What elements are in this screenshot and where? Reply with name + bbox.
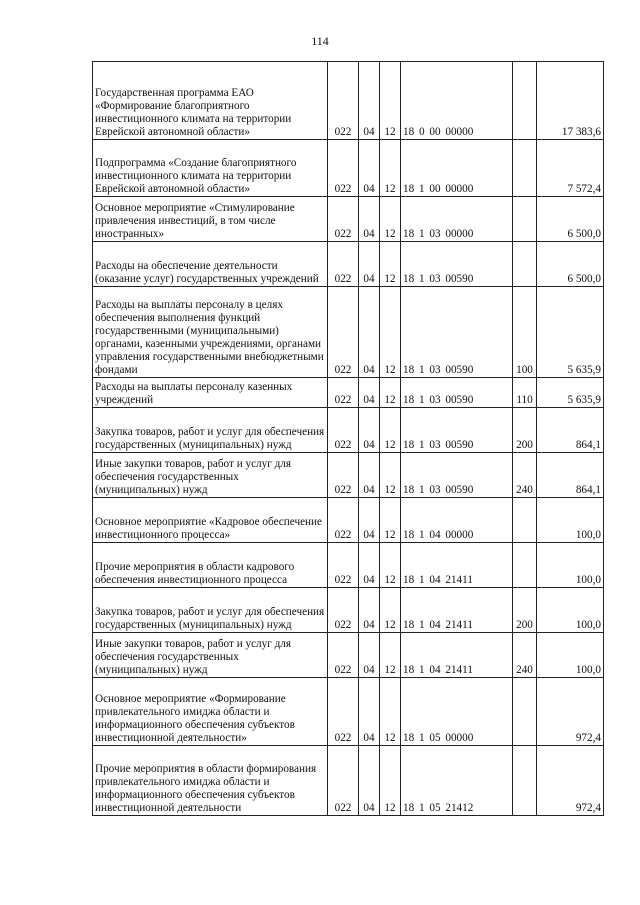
code-pr: 12 bbox=[380, 453, 401, 498]
amount: 100,0 bbox=[537, 633, 604, 678]
code-gr: 022 bbox=[328, 378, 359, 408]
code-vr bbox=[513, 197, 537, 242]
amount: 100,0 bbox=[537, 498, 604, 543]
code-vr: 200 bbox=[513, 408, 537, 453]
code-pr: 12 bbox=[380, 242, 401, 287]
row-name: Закупка товаров, работ и услуг для обеспечения государственных (муниципальных) нужд bbox=[93, 588, 328, 633]
amount: 6 500,0 bbox=[537, 197, 604, 242]
code-gr: 022 bbox=[328, 140, 359, 197]
amount: 972,4 bbox=[537, 678, 604, 746]
code-pr: 12 bbox=[380, 678, 401, 746]
code-gr: 022 bbox=[328, 588, 359, 633]
code-rz: 04 bbox=[359, 453, 380, 498]
row-name: Иные закупки товаров, работ и услуг для обеспечения государственных (муниципальных) нужд bbox=[93, 453, 328, 498]
table-row bbox=[93, 678, 604, 746]
code-vr bbox=[513, 242, 537, 287]
code-rz: 04 bbox=[359, 633, 380, 678]
code-rz: 04 bbox=[359, 678, 380, 746]
code-cs: 18 1 04 21411 bbox=[401, 543, 513, 588]
code-cs: 18 1 03 00000 bbox=[401, 197, 513, 242]
code-rz: 04 bbox=[359, 498, 380, 543]
code-vr: 240 bbox=[513, 633, 537, 678]
code-pr: 12 bbox=[380, 543, 401, 588]
code-pr: 12 bbox=[380, 746, 401, 816]
table-row bbox=[93, 197, 604, 242]
row-name: Основное мероприятие «Формирование привлекательного имиджа области и информационного обеспечения субъектов инвестиционной деятельности» bbox=[93, 678, 328, 746]
code-vr: 200 bbox=[513, 588, 537, 633]
code-pr: 12 bbox=[380, 287, 401, 378]
code-vr: 240 bbox=[513, 453, 537, 498]
amount: 100,0 bbox=[537, 588, 604, 633]
row-name: Прочие мероприятия в области кадрового обеспечения инвестиционного процесса bbox=[93, 543, 328, 588]
code-gr: 022 bbox=[328, 453, 359, 498]
code-cs: 18 1 03 00590 bbox=[401, 242, 513, 287]
amount: 5 635,9 bbox=[537, 378, 604, 408]
code-rz: 04 bbox=[359, 746, 380, 816]
code-rz: 04 bbox=[359, 197, 380, 242]
code-gr: 022 bbox=[328, 678, 359, 746]
table-row bbox=[93, 746, 604, 816]
code-gr: 022 bbox=[328, 633, 359, 678]
amount: 100,0 bbox=[537, 543, 604, 588]
amount: 5 635,9 bbox=[537, 287, 604, 378]
code-vr bbox=[513, 543, 537, 588]
table-row bbox=[93, 378, 604, 408]
amount: 864,1 bbox=[537, 408, 604, 453]
table-row bbox=[93, 633, 604, 678]
code-rz: 04 bbox=[359, 588, 380, 633]
code-pr: 12 bbox=[380, 62, 401, 140]
row-name: Основное мероприятие «Стимулирование привлечения инвестиций, в том числе иностранных» bbox=[93, 197, 328, 242]
code-cs: 18 1 04 21411 bbox=[401, 588, 513, 633]
code-cs: 18 1 04 00000 bbox=[401, 498, 513, 543]
code-pr: 12 bbox=[380, 498, 401, 543]
table-row bbox=[93, 140, 604, 197]
code-pr: 12 bbox=[380, 633, 401, 678]
amount: 6 500,0 bbox=[537, 242, 604, 287]
row-name: Основное мероприятие «Кадровое обеспечение инвестиционного процесса» bbox=[93, 498, 328, 543]
amount: 17 383,6 bbox=[537, 62, 604, 140]
code-pr: 12 bbox=[380, 588, 401, 633]
row-name: Расходы на выплаты персоналу казенных учреждений bbox=[93, 378, 328, 408]
code-pr: 12 bbox=[380, 197, 401, 242]
code-vr bbox=[513, 678, 537, 746]
table-row bbox=[93, 408, 604, 453]
code-gr: 022 bbox=[328, 408, 359, 453]
code-vr: 100 bbox=[513, 287, 537, 378]
code-cs: 18 1 04 21411 bbox=[401, 633, 513, 678]
code-cs: 18 1 03 00590 bbox=[401, 453, 513, 498]
amount: 7 572,4 bbox=[537, 140, 604, 197]
code-rz: 04 bbox=[359, 378, 380, 408]
amount: 972,4 bbox=[537, 746, 604, 816]
table-row bbox=[93, 62, 604, 140]
code-gr: 022 bbox=[328, 242, 359, 287]
code-vr bbox=[513, 62, 537, 140]
code-cs: 18 1 00 00000 bbox=[401, 140, 513, 197]
table-row bbox=[93, 543, 604, 588]
code-rz: 04 bbox=[359, 242, 380, 287]
code-vr: 110 bbox=[513, 378, 537, 408]
row-name: Государственная программа ЕАО «Формирование благоприятного инвестиционного климата на территории Еврейской автономной области» bbox=[93, 62, 328, 140]
table-row bbox=[93, 287, 604, 378]
code-cs: 18 1 05 00000 bbox=[401, 678, 513, 746]
row-name: Подпрограмма «Создание благоприятного инвестиционного климата на территории Еврейской автономной области» bbox=[93, 140, 328, 197]
code-pr: 12 bbox=[380, 408, 401, 453]
code-vr bbox=[513, 140, 537, 197]
row-name: Прочие мероприятия в области формирования привлекательного имиджа области и информационного обеспечения субъектов инвестиционной деятельности bbox=[93, 746, 328, 816]
code-rz: 04 bbox=[359, 62, 380, 140]
code-rz: 04 bbox=[359, 140, 380, 197]
code-rz: 04 bbox=[359, 287, 380, 378]
table-row bbox=[93, 242, 604, 287]
code-pr: 12 bbox=[380, 378, 401, 408]
table-row bbox=[93, 453, 604, 498]
amount: 864,1 bbox=[537, 453, 604, 498]
code-gr: 022 bbox=[328, 287, 359, 378]
code-gr: 022 bbox=[328, 543, 359, 588]
code-cs: 18 1 05 21412 bbox=[401, 746, 513, 816]
code-gr: 022 bbox=[328, 62, 359, 140]
row-name: Расходы на обеспечение деятельности (оказание услуг) государственных учреждений bbox=[93, 242, 328, 287]
code-rz: 04 bbox=[359, 408, 380, 453]
budget-table bbox=[92, 61, 604, 816]
code-rz: 04 bbox=[359, 543, 380, 588]
code-cs: 18 1 03 00590 bbox=[401, 378, 513, 408]
code-cs: 18 1 03 00590 bbox=[401, 287, 513, 378]
code-gr: 022 bbox=[328, 498, 359, 543]
code-vr bbox=[513, 498, 537, 543]
code-gr: 022 bbox=[328, 746, 359, 816]
table-row bbox=[93, 498, 604, 543]
code-gr: 022 bbox=[328, 197, 359, 242]
page-number: 114 bbox=[311, 34, 329, 48]
code-vr bbox=[513, 746, 537, 816]
code-cs: 18 1 03 00590 bbox=[401, 408, 513, 453]
code-pr: 12 bbox=[380, 140, 401, 197]
code-cs: 18 0 00 00000 bbox=[401, 62, 513, 140]
table-row bbox=[93, 588, 604, 633]
row-name: Иные закупки товаров, работ и услуг для обеспечения государственных (муниципальных) нужд bbox=[93, 633, 328, 678]
row-name: Закупка товаров, работ и услуг для обеспечения государственных (муниципальных) нужд bbox=[93, 408, 328, 453]
row-name: Расходы на выплаты персоналу в целях обеспечения выполнения функций государственными (муниципальными) органами, казенными учреждениями, органами управления государственными внебюджетными фондами bbox=[93, 287, 328, 378]
